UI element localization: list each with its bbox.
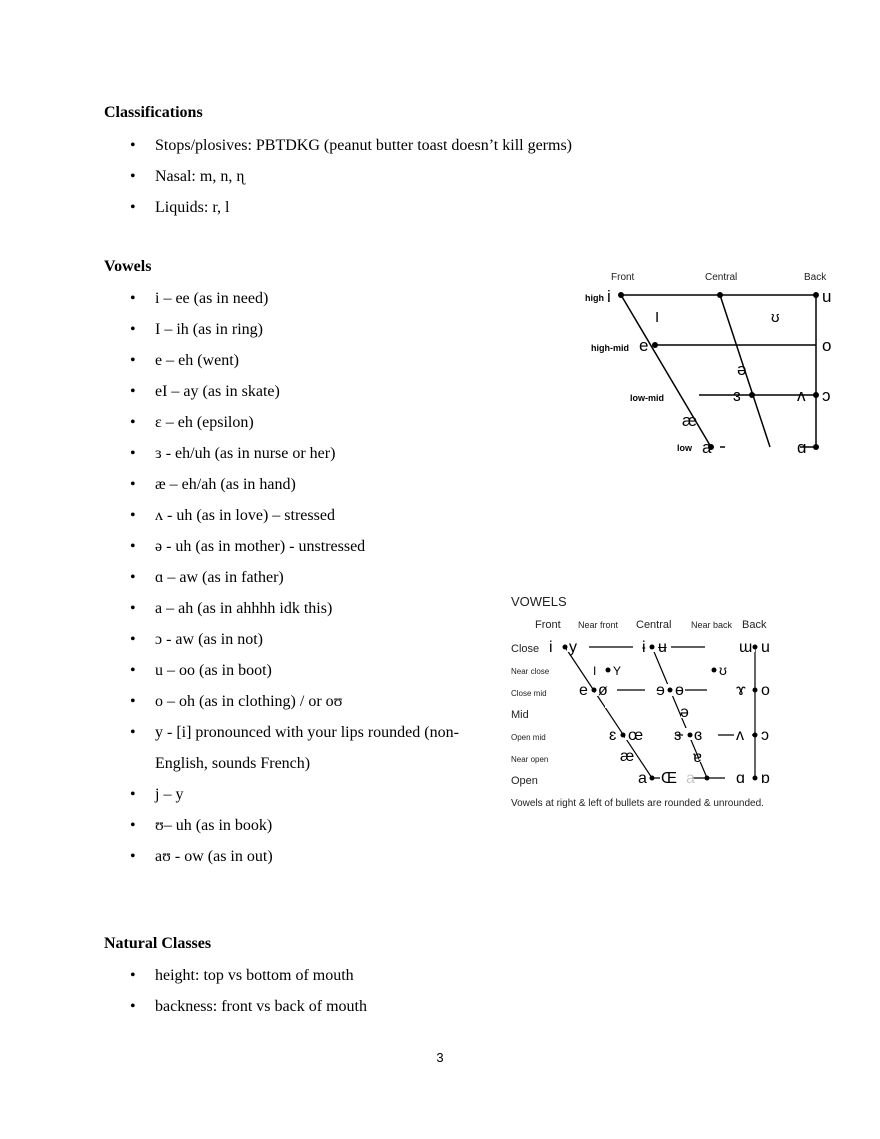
vowels-heading: Vowels (104, 258, 152, 275)
chart1-row-low: low (677, 443, 692, 453)
chart2-col-near-front: Near front (578, 620, 619, 630)
chart2-close-mid-2: ɘ (656, 682, 665, 699)
chart1-symbol-alpha: ɑ (797, 438, 807, 457)
chart2-row-near-open: Near open (511, 755, 549, 764)
classifications-list (0, 130, 572, 223)
chart2-col-near-back: Near back (691, 620, 733, 630)
chart2-open-mid-5: ɔ (761, 727, 769, 744)
chart2-title: VOWELS (511, 594, 567, 609)
chart1-col-back: Back (804, 272, 827, 283)
natural-classes-heading: Natural Classes (104, 935, 212, 952)
list-item: • e – eh (went) (0, 345, 495, 376)
chart1-symbol-upsilon: ʊ (771, 309, 780, 326)
list-item: • ɜ - eh/uh (as in nurse or her) (0, 438, 495, 469)
chart2-near-close-2: ʊ (719, 662, 727, 678)
list-item: • æ – eh/ah (as in hand) (0, 469, 495, 500)
chart2-open-mid-1: œ (628, 727, 644, 744)
chart2-row-open-mid: Open mid (511, 733, 546, 742)
chart2-close-mid-5: o (761, 682, 770, 699)
chart2-open-mid-3: ɞ (694, 727, 703, 744)
ipa-vowel-chart (505, 590, 795, 815)
chart2-caption: Vowels at right & left of bullets are rounded & unrounded. (511, 798, 764, 809)
chart2-col-central: Central (636, 619, 672, 631)
list-item: • y - [i] pronounced with your lips rounded (non-English, sounds French) (0, 717, 495, 779)
chart2-row-open: Open (511, 775, 538, 787)
chart2-close-1: y (569, 639, 577, 656)
chart2-row-close: Close (511, 643, 540, 655)
list-item: • u – oo (as in boot) (0, 655, 495, 686)
chart2-open-mid-4: ʌ (736, 727, 744, 744)
chart2-open-mid-2: ɜ (674, 727, 682, 744)
list-item: • I – ih (as in ring) (0, 314, 495, 345)
chart1-symbol-o: o (822, 336, 832, 355)
chart2-near-close-0: I (593, 664, 597, 678)
chart2-close-mid-0: e (579, 682, 588, 699)
list-item: • ɑ – aw (as in father) (0, 562, 495, 593)
chart1-col-central: Central (705, 272, 738, 283)
chart2-near-open-1: ɐ (693, 749, 702, 766)
page-number: 3 (436, 1050, 444, 1065)
chart1-symbol-i: i (607, 287, 611, 306)
list-item: • ɛ – eh (epsilon) (0, 407, 495, 438)
vowels-list (0, 283, 495, 872)
chart2-close-mid-4: ɤ (736, 682, 746, 699)
chart2-close-2: ɨ (642, 639, 646, 656)
chart2-col-front: Front (535, 619, 561, 631)
chart1-symbol-a: a (702, 438, 712, 457)
chart1-row-high: high (585, 293, 604, 303)
chart2-mid-0: ə (680, 704, 689, 721)
classifications-heading: Classifications (104, 104, 203, 121)
chart2-row-close-mid: Close mid (511, 689, 547, 698)
chart2-close-5: u (761, 639, 770, 656)
chart2-open-4: ɒ (761, 770, 770, 787)
chart2-col-back: Back (742, 619, 767, 631)
chart2-close-mid-3: ɵ (675, 682, 684, 699)
list-item: • aʊ - ow (as in out) (0, 841, 495, 872)
chart2-close-4: ɯ (739, 639, 753, 656)
list-item: • ʌ - uh (as in love) – stressed (0, 500, 495, 531)
list-item: • a – ah (as in ahhhh idk this) (0, 593, 495, 624)
chart2-near-open-0: æ (620, 748, 635, 765)
chart1-symbol-schwa: ə (737, 360, 747, 379)
list-item: • i – ee (as in need) (0, 283, 495, 314)
chart2-row-near-close: Near close (511, 667, 550, 676)
chart1-symbol-e: e (639, 336, 649, 355)
chart1-symbol-u: u (822, 287, 832, 306)
vowel-trapezoid-chart (575, 262, 845, 462)
chart2-near-close-1: Y (613, 664, 622, 678)
chart1-symbol-ash: æ (682, 411, 698, 430)
chart2-open-0: a (638, 770, 647, 787)
chart2-close-0: i (549, 639, 553, 656)
chart2-row-mid: Mid (511, 709, 529, 721)
chart1-col-front: Front (611, 272, 635, 283)
chart2-open-2: a (686, 770, 695, 787)
chart2-close-mid-1: ø (598, 682, 608, 699)
list-item: • backness: front vs back of mouth (0, 991, 367, 1022)
chart1-row-low-mid: low-mid (630, 393, 664, 403)
chart1-symbol-open-o: ɔ (822, 386, 831, 405)
list-item: • Stops/plosives: PBTDKG (peanut butter toast doesn’t kill germs) (0, 130, 572, 161)
chart2-open-3: ɑ (736, 770, 745, 787)
list-item: • o – oh (as in clothing) / or oʊ (0, 686, 495, 717)
chart1-row-high-mid: high-mid (591, 343, 629, 353)
chart2-close-3: ʉ (658, 639, 667, 656)
chart2-open-mid-0: ɛ (609, 727, 617, 744)
list-item: • Liquids: r, l (0, 192, 572, 223)
chart1-symbol-reversed-epsilon: ɜ (733, 386, 741, 405)
natural-classes-list (0, 960, 367, 1022)
list-item: • ɔ - aw (as in not) (0, 624, 495, 655)
list-item: • j – y (0, 779, 495, 810)
list-item: • Nasal: m, n, ɳ (0, 161, 572, 192)
chart2-open-1: Œ (661, 770, 677, 787)
list-item: • eI – ay (as in skate) (0, 376, 495, 407)
list-item: • height: top vs bottom of mouth (0, 960, 367, 991)
chart1-symbol-I: I (655, 309, 660, 326)
list-item: • ʊ– uh (as in book) (0, 810, 495, 841)
chart1-symbol-wedge: ʌ (797, 386, 806, 405)
list-item: • ə - uh (as in mother) - unstressed (0, 531, 495, 562)
